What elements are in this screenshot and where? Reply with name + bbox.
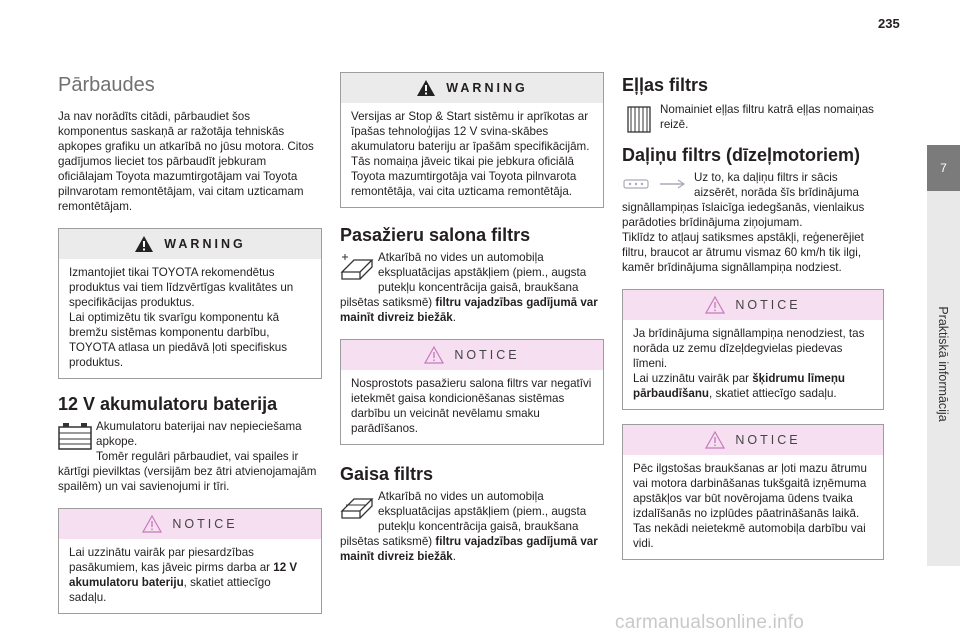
notice-text-part: , skatiet attiecīgo sadaļu. bbox=[69, 576, 271, 604]
notice-text: Pēc ilgstošas braukšanas ar ļoti mazu ātrumu vai motora darbināšanas tukšgaitā izņēmuma apstākļos var būt novērojama ūdens tvaika izdalīšanās no izplūdes pāatrināšanās laikā. Tas nekādi neietekmē automobiļa darbību vai vidi. bbox=[633, 462, 867, 550]
notice-box bbox=[622, 424, 884, 560]
oil-filter-paragraph bbox=[622, 102, 884, 134]
section-title-particle-filter: Daļiņu filtrs (dīzeļmotoriem) bbox=[622, 145, 861, 165]
cabin-filter-paragraph: Atkarībā no vides un automobiļa ekspluatācijas apstākļiem (piem., augsta putekļu koncentrācija gaisā, braukšana pilsētas satiksmē) filtru vajadzības gadījumā var mainīt divreiz biežāk. bbox=[340, 251, 598, 324]
notice-header bbox=[623, 290, 883, 320]
notice-text-part: Lai uzzinātu vairāk par piesardzības pasākumiem, kas jāveic pirms darba ar bbox=[69, 546, 274, 574]
watermark: carmanualsonline.info bbox=[615, 612, 805, 633]
notice-label: NOTICE bbox=[454, 348, 520, 362]
page-number: 235 bbox=[878, 16, 900, 31]
warning-triangle-icon bbox=[134, 235, 154, 253]
notice-text bbox=[59, 539, 321, 613]
notice-header bbox=[59, 509, 321, 539]
warning-label: WARNING bbox=[164, 237, 246, 251]
notice-triangle-icon bbox=[142, 515, 162, 533]
notice-text: Nosprostots pasažieru salona filtrs var negatīvi ietekmēt gaisa kondicionēšanas sistēmas darbību un veicināt nevēlamu smaku parādīšanos. bbox=[351, 377, 592, 435]
warning-triangle-icon bbox=[416, 79, 436, 97]
cabin-filter-text: Atkarībā no vides un automobiļa ekspluatācijas apstākļiem (piem., augsta putekļu koncentrācija gaisā, braukšana pilsētas satiksmē) bbox=[340, 251, 587, 309]
column-right bbox=[622, 74, 884, 560]
notice-label: NOTICE bbox=[172, 517, 238, 531]
battery-paragraph bbox=[58, 419, 322, 494]
warning-text: Izmantojiet tikai TOYOTA rekomendētus produktus vai tiem līdzvērtīgas kvalitātes un specifikācijas produktus. Lai optimizētu tik svarīgu komponentu kā bremžu sistēmas komponentu darbību, TOYOTA atlasa un piedāvā ļoti specifiskus produktus. bbox=[69, 266, 294, 369]
notice-text-bold: 12 V akumulatoru bateriju bbox=[69, 561, 298, 589]
battery-maintenance-icon bbox=[58, 421, 92, 451]
notice-triangle-icon bbox=[424, 346, 444, 364]
notice-label: NOTICE bbox=[735, 433, 801, 447]
chapter-tab-number[interactable]: 7 bbox=[927, 145, 960, 191]
notice-label: NOTICE bbox=[735, 298, 801, 312]
notice-box bbox=[340, 339, 604, 445]
column-left bbox=[58, 66, 322, 614]
warning-box bbox=[58, 228, 322, 379]
notice-box bbox=[622, 289, 884, 410]
cabin-filter-bold: filtru vajadzības gadījumā var mainīt divreiz biežāk bbox=[340, 296, 598, 324]
chapter-tab-label: Praktiskā informācija bbox=[936, 306, 950, 422]
notice-text-part: , skatiet attiecīgo sadaļu. bbox=[709, 387, 837, 400]
checks-intro: Ja nav norādīts citādi, pārbaudiet šos komponentus saskaņā ar ražotāja tehniskās apkopes grafiku un atkarībā no jūsu motora. Citos gadījumos lieciet tos pārbaudīt jebkuram oficiālajam Toyota mazumtirgotājam vai Toyota pilnvarotam remontētājam, vai citam uzticamam remontētājam. bbox=[58, 110, 314, 213]
cabin-filter-icon bbox=[340, 252, 374, 282]
section-title-cabin-filter: Pasažieru salona filtrs bbox=[340, 225, 531, 245]
air-filter-icon bbox=[340, 491, 374, 521]
section-title-oil-filter: Eļļas filtrs bbox=[622, 75, 709, 95]
warning-box bbox=[340, 72, 604, 208]
oil-filter-icon bbox=[622, 104, 656, 134]
air-filter-bold: filtru vajadzības gadījumā var mainīt divreiz biežāk bbox=[340, 535, 598, 563]
notice-triangle-icon bbox=[705, 431, 725, 449]
section-title-air-filter: Gaisa filtrs bbox=[340, 464, 434, 484]
warning-text: Versijas ar Stop & Start sistēmu ir aprīkotas ar īpašas tehnoloģijas 12 V svina-skābes akumulatoru bateriju ar īpašām specifikācijām. Tās nomaiņa jāveic tikai pie jebkura oficiālā Toyota mazumtirgotāja vai Toyota pilnvarota remontētāja, vai cita uzticama remontētāja. bbox=[351, 110, 590, 198]
notice-box bbox=[58, 508, 322, 614]
notice-text-bold: šķidrumu līmeņu pārbaudīšanu bbox=[633, 372, 846, 400]
warning-header bbox=[59, 229, 321, 259]
notice-header bbox=[341, 340, 603, 370]
oil-filter-text: Nomainiet eļļas filtru katrā eļļas nomaiņas reizē. bbox=[660, 103, 874, 131]
notice-text-part: Ja brīdinājuma signāllampiņa nenodziest, tas norāda uz zemu dīzeļdegvielas piedevas līmeni. Lai uzzinātu vairāk par bbox=[633, 327, 865, 385]
particle-filter-text-2: Tiklīdz to atļauj satiksmes apstākļi, reģenerējiet filtru, braucot ar ātrumu vismaz 60 km/h tik ilgi, kamēr brīdinājuma signāllampiņa nodziest. bbox=[622, 231, 864, 274]
warning-label: WARNING bbox=[446, 81, 528, 95]
notice-header bbox=[623, 425, 883, 455]
air-filter-text: Atkarībā no vides un automobiļa ekspluatācijas apstākļiem (piem., augsta putekļu koncentrācija gaisā, braukšana pilsētas satiksmē) bbox=[340, 490, 587, 548]
section-title-battery: 12 V akumulatoru baterija bbox=[58, 394, 278, 414]
battery-text-1: Akumulatoru baterijai nav nepieciešama apkope. bbox=[96, 420, 302, 448]
column-middle bbox=[340, 72, 604, 564]
warning-header bbox=[341, 73, 603, 103]
particle-filter-warning-lamps-icon bbox=[622, 174, 688, 194]
section-title-checks: Pārbaudes bbox=[58, 74, 155, 96]
battery-text-2: Tomēr regulāri pārbaudiet, vai spailes ir kārtīgi pievilktas (versijām bez ātri atvienojamajām spailēm) un vai savienojumi ir tīri. bbox=[58, 450, 317, 493]
notice-triangle-icon bbox=[705, 296, 725, 314]
notice-text bbox=[623, 320, 883, 409]
particle-filter-paragraph bbox=[622, 170, 884, 275]
air-filter-paragraph: Atkarībā no vides un automobiļa ekspluatācijas apstākļiem (piem., augsta putekļu koncentrācija gaisā, braukšana pilsētas satiksmē) filtru vajadzības gadījumā var mainīt divreiz biežāk. bbox=[340, 490, 598, 563]
particle-filter-text-1: Uz to, ka daļiņu filtrs ir sācis aizsērēt, norāda šīs brīdinājuma signāllampiņas īslaicīga iedegšanās, vienlaikus parādoties brīdinājuma ziņojumam. bbox=[622, 171, 865, 229]
